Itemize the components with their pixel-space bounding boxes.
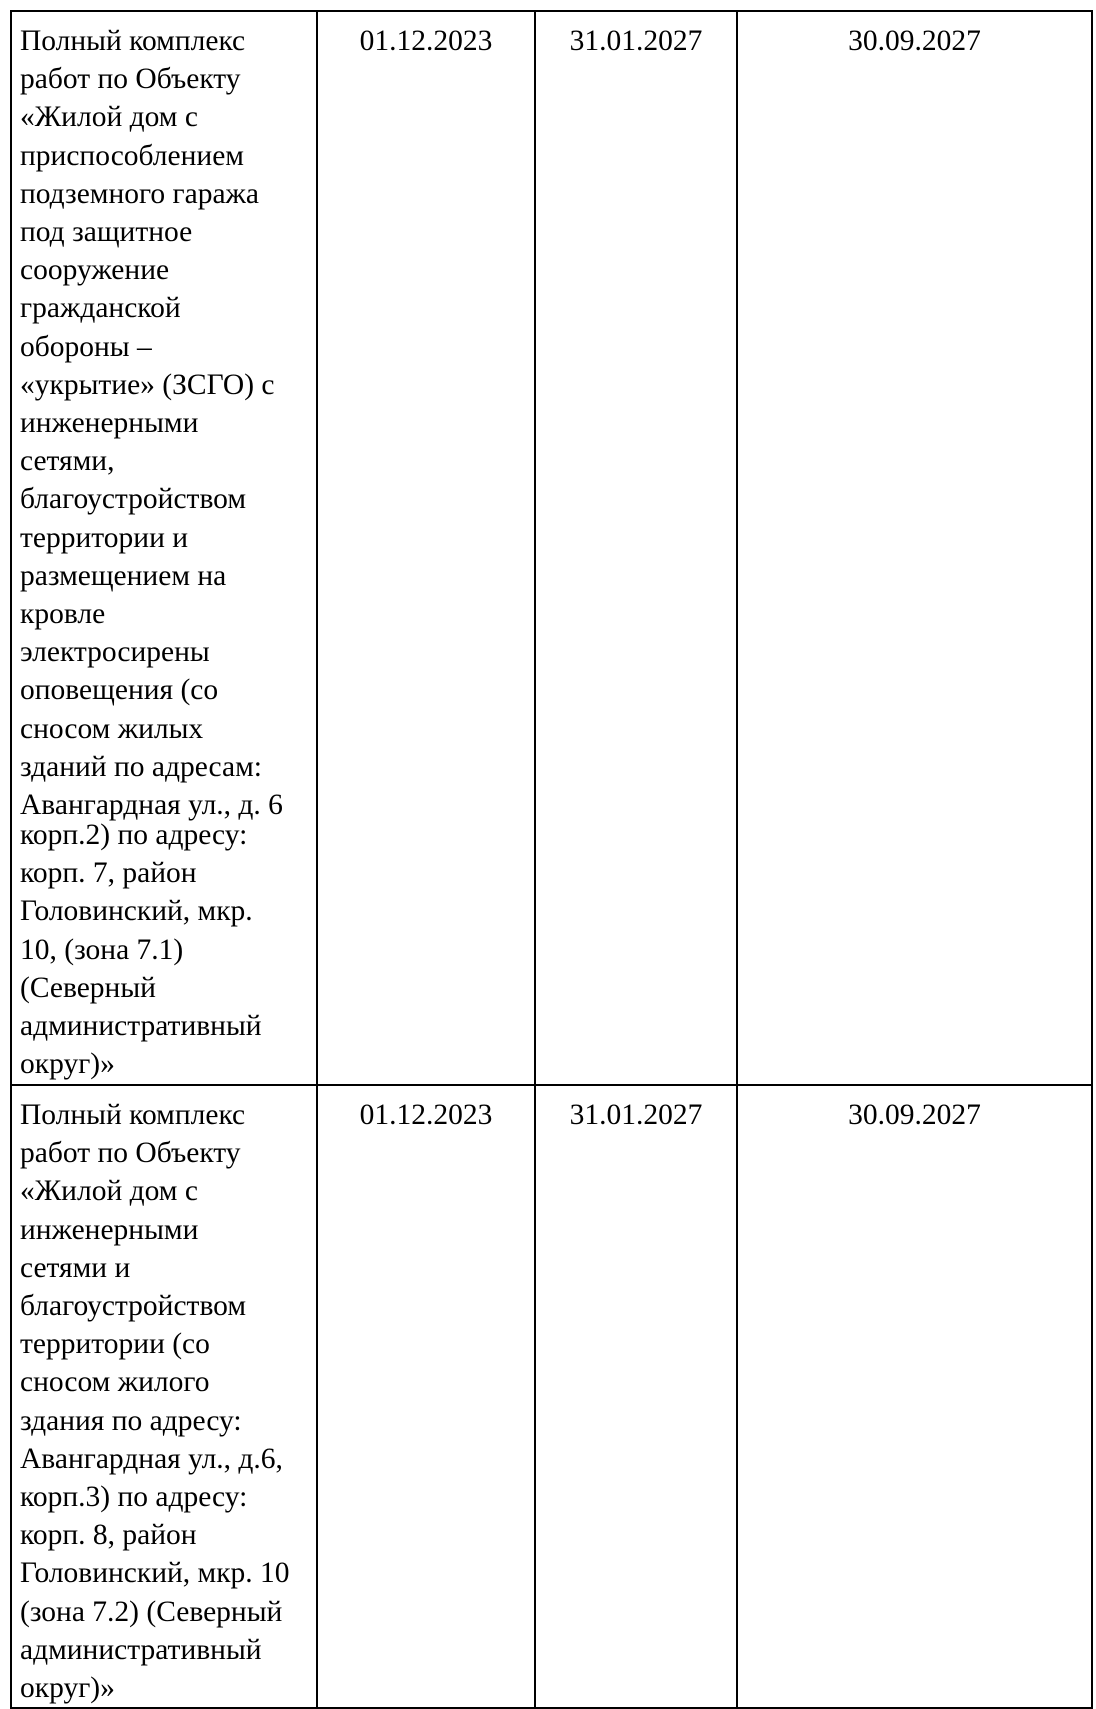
description-line: Головинский, мкр. 10	[20, 1557, 290, 1590]
description-line: корп.2) по адресу:	[20, 819, 248, 851]
description-line: гражданской	[20, 292, 181, 325]
description-line: округ)»	[20, 1672, 115, 1705]
final-date-cell: 30.09.2027	[737, 11, 1092, 824]
table-row	[11, 11, 1092, 824]
description-line: обороны –	[20, 330, 152, 363]
end-date-cell: 31.01.2027	[535, 11, 737, 824]
description-line: размещением на	[20, 559, 227, 592]
description-line: Головинский, мкр.	[20, 895, 253, 928]
description-line: под защитное	[20, 216, 193, 249]
description-line: Авангардная ул., д. 6	[20, 789, 283, 822]
object-description-cell	[11, 11, 317, 824]
description-line: сносом жилого	[20, 1366, 210, 1399]
description-line: зданий по адресам:	[20, 750, 262, 783]
schedule-table-lower	[10, 816, 1093, 1709]
description-line: территории (со	[20, 1328, 210, 1361]
description-line: Полный комплекс	[20, 25, 246, 57]
description-line: корп.3) по адресу:	[20, 1481, 248, 1514]
table-row	[11, 1085, 1092, 1708]
description-line: электросирены	[20, 636, 210, 669]
start-date-cell-continued	[317, 816, 535, 1085]
description-line: работ по Объекту	[20, 1137, 241, 1170]
start-date-cell: 01.12.2023	[317, 1085, 535, 1708]
description-line: (зона 7.2) (Северный	[20, 1595, 283, 1628]
description-line: сетями и	[20, 1251, 131, 1284]
description-line: благоустройством	[20, 1290, 247, 1323]
end-date-cell: 31.01.2027	[535, 1085, 737, 1708]
description-line: административный	[20, 1010, 262, 1043]
description-line: сетями,	[20, 445, 115, 478]
description-line: территории и	[20, 521, 189, 554]
object-description-cell	[11, 1085, 317, 1708]
description-line: административный	[20, 1633, 262, 1666]
description-line: Авангардная ул., д.6,	[20, 1442, 283, 1475]
description-line: «Жилой дом с	[20, 101, 198, 134]
description-line: благоустройством	[20, 483, 247, 516]
description-line: здания по адресу:	[20, 1404, 242, 1437]
description-line: Полный комплекс	[20, 1099, 246, 1131]
description-line: округ)»	[20, 1048, 115, 1081]
table-row-continuation	[11, 816, 1092, 1085]
schedule-table-upper	[10, 10, 1093, 824]
description-line: инженерными	[20, 1213, 199, 1246]
description-line: приспособлением	[20, 139, 244, 172]
description-line: сносом жилых	[20, 712, 204, 745]
description-line: работ по Объекту	[20, 63, 241, 96]
end-date-cell-continued	[535, 816, 737, 1085]
final-date-cell: 30.09.2027	[737, 1085, 1092, 1708]
description-line: сооружение	[20, 254, 170, 287]
description-line: оповещения (со	[20, 674, 219, 707]
description-line: корп. 8, район	[20, 1519, 197, 1552]
description-line: подземного гаража	[20, 177, 260, 210]
final-date-cell-continued	[737, 816, 1092, 1085]
description-line: корп. 7, район	[20, 857, 197, 890]
description-line: «укрытие» (ЗСГО) с	[20, 368, 275, 401]
description-line: «Жилой дом с	[20, 1175, 198, 1208]
description-line: 10, (зона 7.1)	[20, 933, 184, 966]
start-date-cell: 01.12.2023	[317, 11, 535, 824]
object-description-cell	[11, 816, 317, 1085]
description-line: инженерными	[20, 407, 199, 440]
description-line: кровле	[20, 598, 106, 631]
description-line: (Северный	[20, 971, 156, 1004]
